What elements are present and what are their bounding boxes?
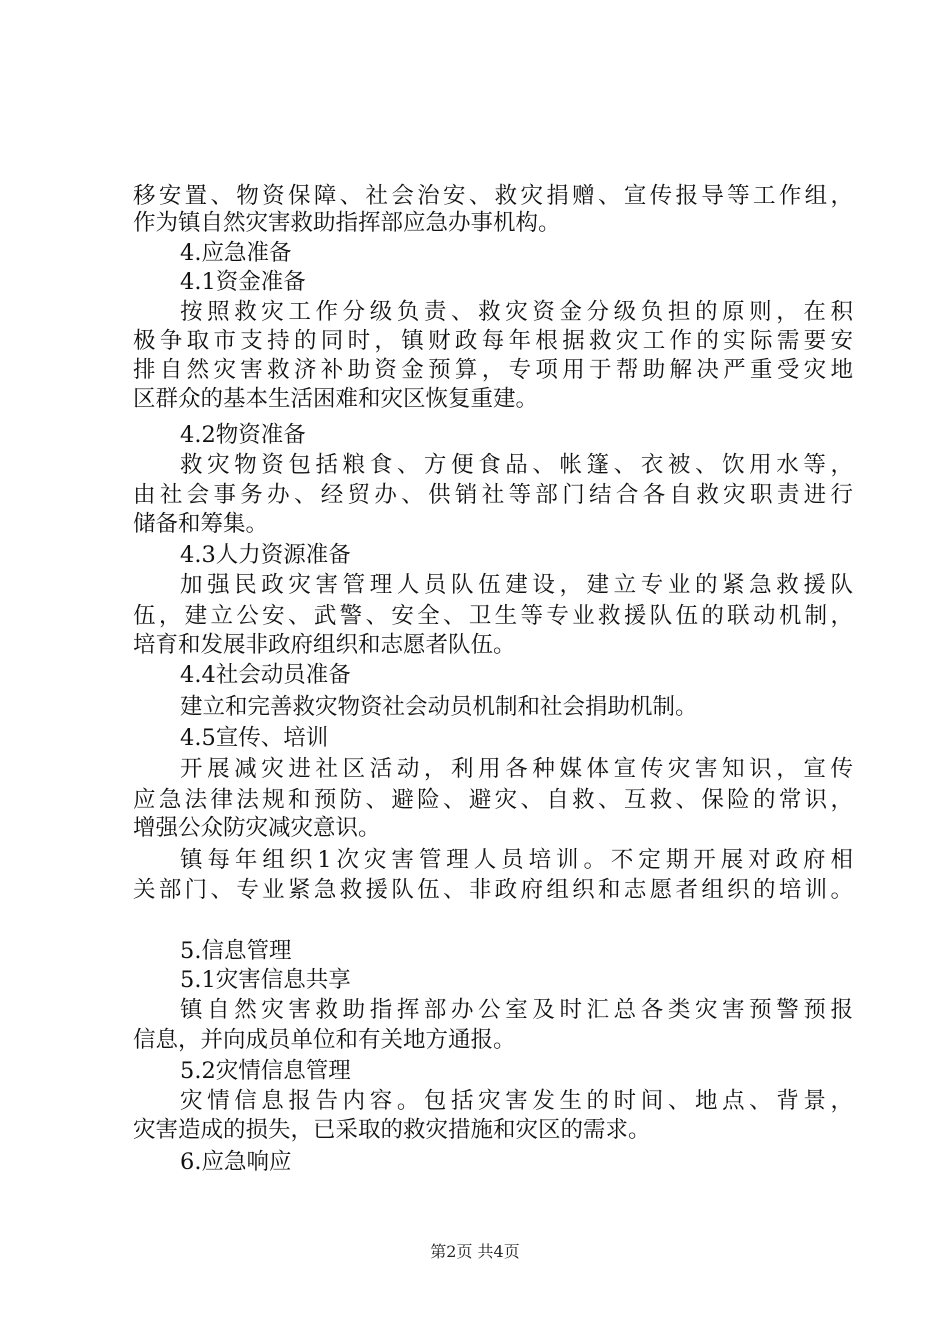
text-line: 培育和发展非政府组织和志愿者队伍。 (133, 632, 516, 658)
subsection-heading: 5.1灾害信息共享 (180, 967, 351, 993)
paragraph-first-line: 加强民政灾害管理人员队伍建设，建立专业的紧急救援队 (180, 572, 853, 598)
text-line: 增强公众防灾减灾意识。 (133, 815, 381, 841)
text-line: 灾害造成的损失，已采取的救灾措施和灾区的需求。 (133, 1117, 651, 1143)
section-heading: 4.应急准备 (180, 240, 292, 266)
text-line: 作为镇自然灾害救助指挥部应急办事机构。 (133, 210, 561, 236)
paragraph-first-line: 镇每年组织1次灾害管理人员培训。不定期开展对政府相 (180, 847, 853, 873)
text-line: 由社会事务办、经贸办、供销社等部门结合各自救灾职责进行 (133, 482, 853, 508)
paragraph-first-line: 灾情信息报告内容。包括灾害发生的时间、地点、背景， (180, 1088, 853, 1114)
text-line: 信息，并向成员单位和有关地方通报。 (133, 1027, 516, 1053)
text-line: 极争取市支持的同时，镇财政每年根据救灾工作的实际需要安 (133, 328, 853, 354)
text-line: 储备和筹集。 (133, 511, 269, 537)
text-line: 关部门、专业紧急救援队伍、非政府组织和志愿者组织的培训。 (133, 877, 853, 903)
section-heading: 6.应急响应 (180, 1149, 292, 1175)
subsection-heading: 4.3人力资源准备 (180, 542, 351, 568)
paragraph-first-line: 建立和完善救灾物资社会动员机制和社会捐助机制。 (180, 694, 698, 720)
paragraph-first-line: 开展减灾进社区活动，利用各种媒体宣传灾害知识，宣传 (180, 756, 853, 782)
subsection-heading: 4.2物资准备 (180, 422, 306, 448)
paragraph-first-line: 镇自然灾害救助指挥部办公室及时汇总各类灾害预警预报 (180, 997, 853, 1023)
text-line: 伍，建立公安、武警、安全、卫生等专业救援队伍的联动机制， (133, 603, 853, 629)
subsection-heading: 5.2灾情信息管理 (180, 1058, 351, 1084)
subsection-heading: 4.1资金准备 (180, 269, 306, 295)
text-line: 排自然灾害救济补助资金预算，专项用于帮助解决严重受灾地 (133, 357, 853, 383)
subsection-heading: 4.4社会动员准备 (180, 662, 351, 688)
paragraph-first-line: 按照救灾工作分级负责、救灾资金分级负担的原则，在积 (180, 299, 853, 325)
paragraph-first-line: 救灾物资包括粮食、方便食品、帐篷、衣被、饮用水等， (180, 452, 853, 478)
text-line: 区群众的基本生活困难和灾区恢复重建。 (133, 386, 539, 412)
text-line: 移安置、物资保障、社会治安、救灾捐赠、宣传报导等工作组， (133, 183, 853, 209)
page-number-footer: 第2页 共4页 (430, 1242, 520, 1261)
text-line: 应急法律法规和预防、避险、避灾、自救、互救、保险的常识， (133, 787, 853, 813)
subsection-heading: 4.5宣传、培训 (180, 725, 329, 751)
section-heading: 5.信息管理 (180, 938, 292, 964)
